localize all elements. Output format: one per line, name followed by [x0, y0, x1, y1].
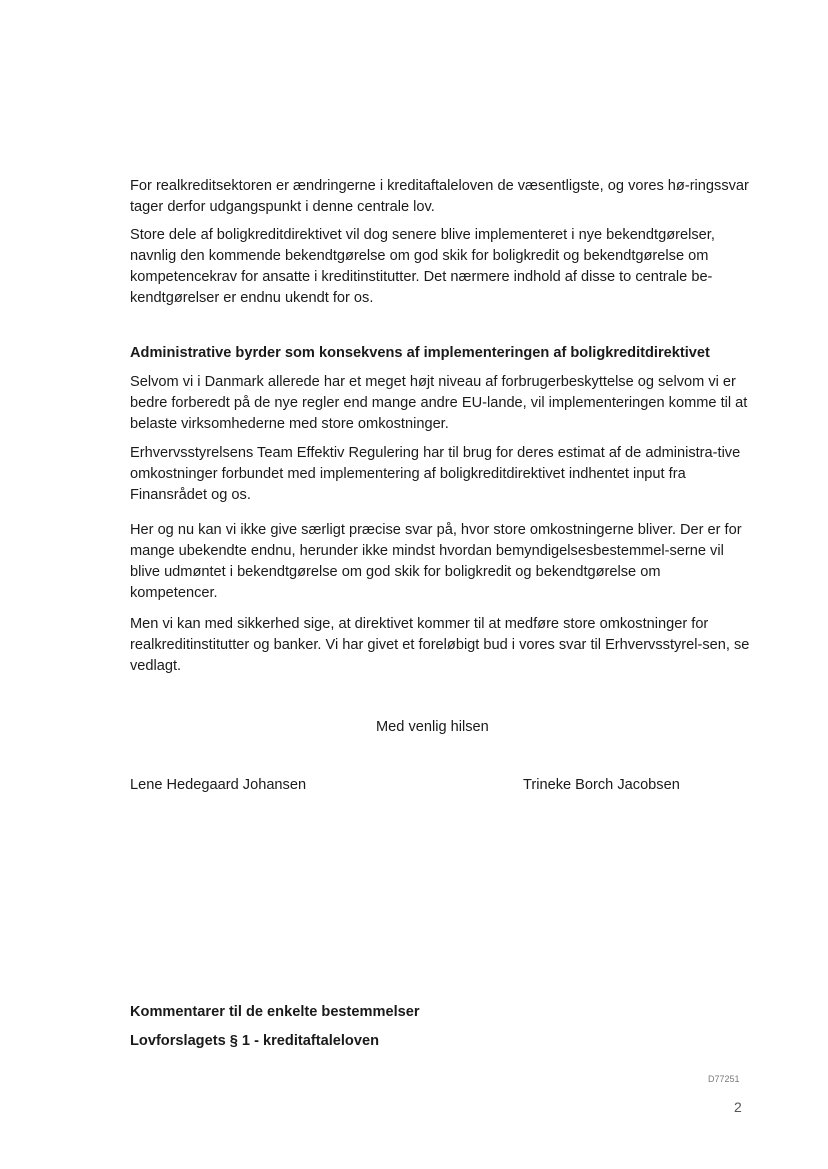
comments-heading: Kommentarer til de enkelte bestemmelser: [130, 1004, 420, 1020]
page-number: 2: [734, 1099, 742, 1115]
signature-right: Trineke Borch Jacobsen: [523, 777, 680, 793]
section-paragraph-4: Men vi kan med sikkerhed sige, at direktivet kommer til at medføre store omkostninger for realkreditinstitutter og banker. Vi har givet et foreløbigt bud i vores svar til Erhvervsstyrel-sen, se vedlagt.: [130, 616, 750, 674]
comments-subheading: Lovforslagets § 1 - kreditaftaleloven: [130, 1033, 379, 1049]
document-id: D77251: [708, 1074, 740, 1084]
section-paragraph-3: Her og nu kan vi ikke give særligt præcise svar på, hvor store omkostningerne bliver. Der er for mange ubekendte endnu, herunder ikke mindst hvordan bemyndigelsesbestemmel-serne vil blive udmøntet i bekendtgørelse om god skik for boligkredit og bekendtgørelse om kompetencer.: [130, 522, 742, 601]
intro-paragraph-1: For realkreditsektoren er ændringerne i kreditaftaleloven de væsentligste, og vores hø-ringssvar tager derfor udgangspunkt i denne centrale lov.: [130, 178, 749, 215]
signature-left: Lene Hedegaard Johansen: [130, 777, 307, 793]
section-heading: Administrative byrder som konsekvens af implementeringen af boligkreditdirektivet: [130, 345, 710, 361]
section-paragraph-2: Erhvervsstyrelsens Team Effektiv Regulering har til brug for deres estimat af de administra-tive omkostninger forbundet med implementering af boligkreditdirektivet indhentet input fra Finansrådet og os.: [130, 445, 741, 503]
section-paragraph-1: Selvom vi i Danmark allerede har et meget højt niveau af forbrugerbeskyttelse og selvom vi er bedre forberedt på de nye regler end mange andre EU-lande, vil implementeringen komme til at belaste virksomhederne med store omkostninger.: [130, 374, 748, 432]
closing-salutation: Med venlig hilsen: [376, 719, 489, 735]
intro-paragraph-2: Store dele af boligkreditdirektivet vil dog senere blive implementeret i nye bekendtgørelser, navnlig den kommende bekendtgørelse om god skik for boligkredit og bekendtgørelse om kompetencekrav for ansatte i kreditinstitutter. Det nærmere indhold af disse to centrale be-kendtgørelser er endnu ukendt for os.: [130, 227, 715, 306]
